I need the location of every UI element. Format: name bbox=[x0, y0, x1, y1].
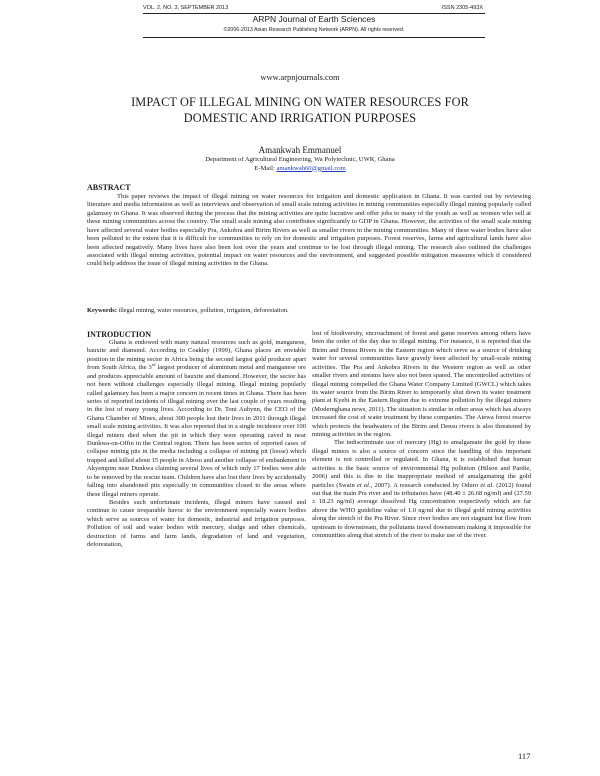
keywords-label: Keywords: bbox=[87, 307, 117, 314]
body-column-right bbox=[312, 330, 531, 541]
issn: ISSN 2305-493X bbox=[441, 5, 483, 11]
volume-info: VOL. 2, NO. 3, SEPTEMBER 2013 bbox=[143, 5, 229, 11]
email-link[interactable]: amankwah60@gmail.com bbox=[276, 164, 346, 172]
title-line-2: DOMESTIC AND IRRIGATION PURPOSES bbox=[183, 110, 417, 125]
et-al-2: et al bbox=[480, 481, 493, 489]
keywords-line bbox=[87, 307, 531, 314]
author-affiliation bbox=[0, 156, 600, 173]
page-number: 117 bbox=[518, 751, 531, 761]
intro-paragraph-1 bbox=[87, 339, 306, 499]
body-column-left bbox=[87, 330, 306, 550]
title-line-1: IMPACT OF ILLEGAL MINING ON WATER RESOURCES FOR bbox=[131, 95, 469, 109]
affiliation-text: Department of Agricultural Engineering, Wa Polytechnic, UWR, Ghana bbox=[205, 156, 395, 163]
journal-name: ARPN Journal of Earth Sciences bbox=[252, 14, 376, 24]
header-rule-bottom bbox=[143, 37, 485, 38]
email-label: E-Mail: bbox=[254, 164, 277, 172]
intro-p1-part-b: largest producer of aluminium metal and manganese ore and produces appreciable amount of bauxite and diamond. However, the sector has not been without challenges especially illegal mining. Illegal mining popularly called galamsey has been a major concern in recent times in Ghana. There has been series of reported incidents of illegal mining over the last couple of years resulting in the lost of many young lives. According to Dr. Toni Aubynn, the CEO of the Ghana Chamber of Mines, about 300 people lost their lives in 2011 through illegal small scale mining activities. It was also reported that in a single incidence over 100 illegal miners died when the pit in which they were operating caved in near Dunkwa-on-Offin in the Central region. There has been series of reported cases of collapse mining pits in the media including a collapse of mining pit (loose) which trapped and killed about 15 people in Aboso and another collapse of embankment in Akyempim near Dunkwa claiming several lives of which only 17 bodies were able to be removed by the rescue team. Children have also lost their lives by accidentally falling into abandoned pits especially in communities closed to the areas where these illegal miners operate. bbox=[87, 364, 306, 498]
intro-p1-part-a: Ghana is endowed with many natural resources such as gold, manganese, bauxite and diamond. According to Coakley (1999), Ghana places an enviable position in the mining sector in Africa being the second largest gold producer apart from South Africa, the 3 bbox=[87, 339, 306, 372]
right-p2-part-a: The indiscriminate use of mercury (Hg) to amalgamate the gold by these illegal miners is also a source of concern since the handling of this important element is not controlled or regulated. In Ghana, it is established that human activities is the basic source of environmental Hg pollution (Hilson and Pardie, 2006) and this is due to the inappropriate method of amalgamating the gold particles (Swain bbox=[312, 439, 531, 489]
keywords-text: illegal mining, water resources, pollution, irrigation, deforestation. bbox=[116, 307, 289, 314]
abstract-heading: ABSTRACT bbox=[87, 183, 131, 192]
paper-title bbox=[60, 95, 540, 126]
et-al-1: et al bbox=[356, 481, 369, 489]
ordinal-suffix: rd bbox=[151, 362, 156, 368]
right-paragraph-2 bbox=[312, 439, 531, 540]
right-p2-part-b: ., 2007). A research conducted by Oduro bbox=[368, 481, 481, 489]
introduction-heading: INTRODUCTION bbox=[87, 330, 152, 339]
copyright-line: ©2006-2013 Asian Research Publishing Network (ARPN). All rights reserved. bbox=[223, 27, 405, 33]
abstract-body: This paper reviews the impact of illegal mining on water resources for irrigation and domestic application in Ghana. It was carried out by reviewing literature and media information as well as interviews and observation of small scale mining activities in mining communities especially illegal mining popularly called galamsey in Ghana. It was observed during the process that the mining activities are quite lucrative and offer jobs to many of the youth as well as women who sell at these mining communities across the country. The small scale mining also contributes significantly to GDP in Ghana. However, the activities of the small scale mining have affected several water bodies especially Pra, Ankobra and Birim Rivers as well as smaller rivers in the mining communities. Many of these water bodies have also been polluted to the extent that it is difficult for communities to rely on for domestic and irrigation purposes. Forest reserves, farms and agricultural lands have also been affected negatively. Many lives have also been lost over the years and continue to be lost through illegal mining. The research also outlined the challenges associated with illegal mining activities, potential impact on water resources and the environment, and suggested possible mitigation measures which if considered could help address the issue of illegal mining activities in the Ghana. bbox=[87, 193, 531, 268]
intro-paragraph-2: Besides such unfortunate incidents, illegal miners have caused and continue to cause irreparable havoc to the environment especially waters bodies which serve as sources of water for domestic, industrial and irrigation purposes. Pollution of soil and water bodies with mercury, sludge and other chemicals, destruction of farms and farm lands, degradation of land and vegetation, deforestation, bbox=[87, 499, 306, 549]
journal-website[interactable]: www.arpnjournals.com bbox=[260, 72, 340, 82]
email-row bbox=[0, 165, 600, 174]
right-p2-part-c: . (2012) found out that the main Pra river and its tributaries have (48.40 ± 26.68 ng/ml) and (27.59 ± 18.23 ng/ml) average dissolved Hg concentration respectively which are far above the WHO guideline value of 1.0 ng/ml due to illegal gold mining activities along the stretch of the Pra River. Since river bodies are not stagnant but flow from upstream to downstream, the pollutants travel downstream making it impossible for communities along that stretch of the river to make use of the river. bbox=[312, 481, 531, 540]
right-paragraph-1: lost of biodiversity, encroachment of forest and game reserves among others have been the order of the day due to illegal mining. For instance, it is reported that the Birim and Densu Rivers in the Eastern region which serve as a source of drinking water for several communities have gravely been affected by small-scale mining activities. The Pra and Ankobra Rivers in the Western region as well as other smaller rivers and streams have also not been spared. The uncontrolled activities of illegal mining compelled the Ghana Water Company Limited (GWCL) which takes its water source from the Birim River to temporarily shut down its water treatment plant at Kyebi in the Eastern Region due to extreme pollution by the illegal miners (Modernghana news, 2011). The situation is similar in other areas which has always increased the cost of water treatment by these companies. The Atewa forest reserve which protects the headwaters of the Birim and Densu rivers is also threatened by mining activities in the region. bbox=[312, 330, 531, 439]
author-name: Amankwah Emmanuel bbox=[258, 145, 342, 155]
